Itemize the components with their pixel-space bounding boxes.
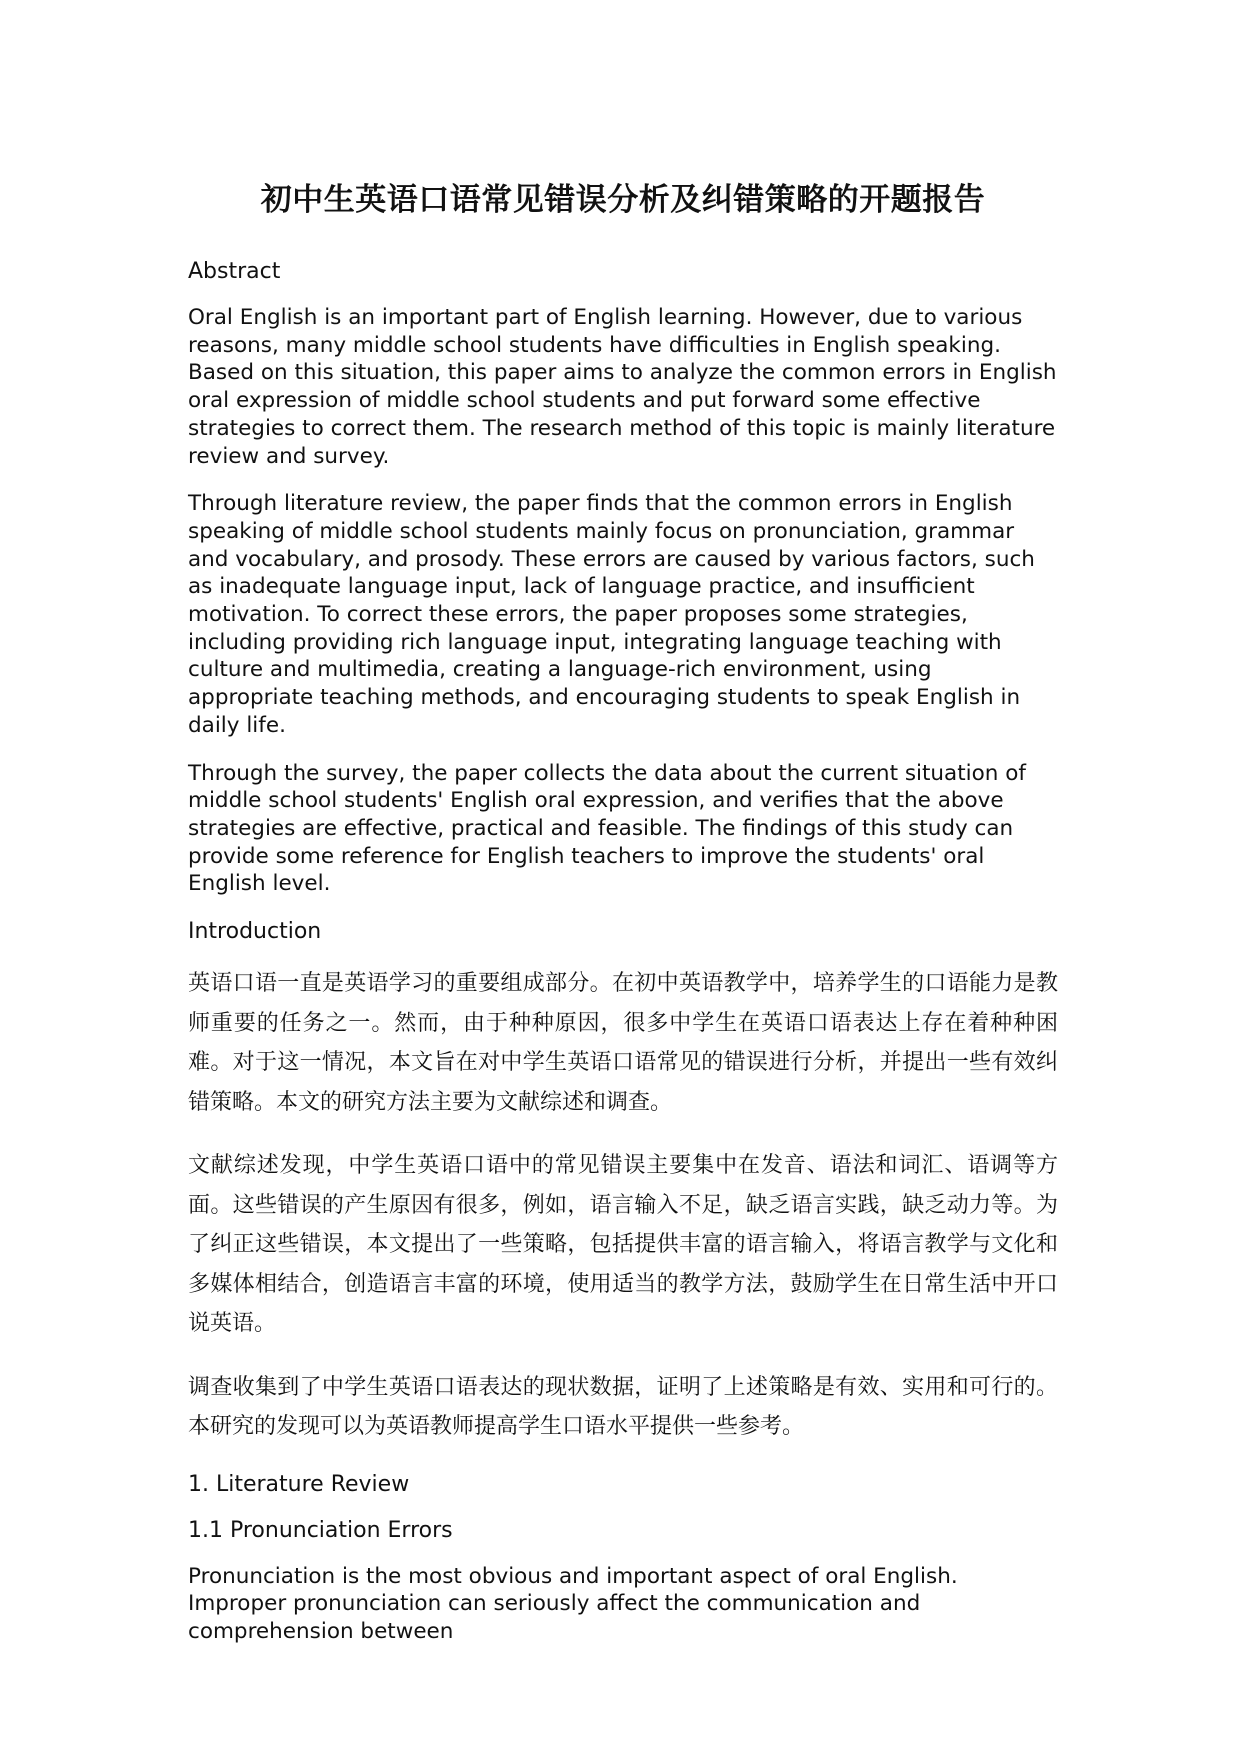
section-1-heading: 1. Literature Review (188, 1471, 410, 1497)
abstract-paragraph-2: Through literature review, the paper finds that the common errors in English speaking of middle school students mainly focus on pronunciation, grammar and vocabulary, and prosody. These errors are caused by various factors, such as inadequate language input, lack of language practice, and insufficient motivation. To correct these errors, the paper proposes some strategies, including providing rich language input, integrating language teaching with culture and multimedia, creating a language-rich environment, using appropriate teaching methods, and encouraging students to speak English in daily life. (188, 491, 1035, 738)
section-1-1-paragraph: Pronunciation is the most obvious and important aspect of oral English. Improper pronunciation can seriously affect the communication and comprehension between (188, 1563, 958, 1644)
introduction-paragraph-3: 调查收集到了中学生英语口语表达的现状数据，证明了上述策略是有效、实用和可行的。本研究的发现可以为英语教师提高学生口语水平提供一些参考。 (188, 1374, 1058, 1440)
abstract-paragraph-3: Through the survey, the paper collects the data about the current situation of middle school students' English oral expression, and verifies that the above strategies are effective, practical and feasible. The findings of this study can provide some reference for English teachers to improve the students' oral English level. (188, 760, 1026, 897)
introduction-paragraph-2: 文献综述发现，中学生英语口语中的常见错误主要集中在发音、语法和词汇、语调等方面。这些错误的产生原因有很多，例如，语言输入不足，缺乏语言实践，缺乏动力等。为了纠正这些错误，本文提出了一些策略，包括提供丰富的语言输入，将语言教学与文化和多媒体相结合，创造语言丰富的环境，使用适当的教学方法，鼓励学生在日常生活中开口说英语。 (188, 1153, 1058, 1337)
introduction-heading: Introduction (188, 919, 322, 945)
document-title: 初中生英语口语常见错误分析及纠错策略的开题报告 (260, 182, 986, 218)
abstract-paragraph-1: Oral English is an important part of English learning. However, due to various reasons, many middle school students have difficulties in English speaking. Based on this situation, this paper aims to analyze the common errors in English oral expression of middle school students and put forward some effective strategies to correct them. The research method of this topic is mainly literature review and survey. (188, 305, 1057, 469)
document-body (188, 178, 1058, 1646)
introduction-paragraph-1: 英语口语一直是英语学习的重要组成部分。在初中英语教学中，培养学生的口语能力是教师重要的任务之一。然而，由于种种原因，很多中学生在英语口语表达上存在着种种困难。对于这一情况，本文旨在对中学生英语口语常见的错误进行分析，并提出一些有效纠错策略。本文的研究方法主要为文献综述和调查。 (188, 971, 1058, 1115)
section-1-1-heading: 1.1 Pronunciation Errors (188, 1517, 453, 1543)
abstract-heading: Abstract (188, 259, 281, 284)
